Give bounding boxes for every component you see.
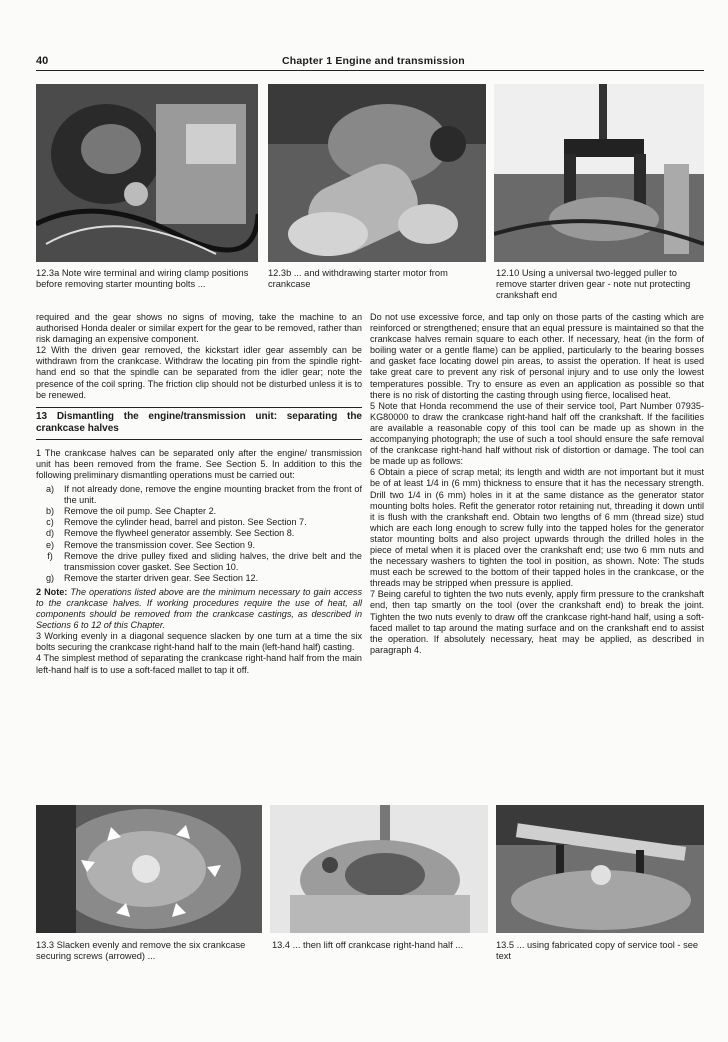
page-header (36, 55, 704, 69)
caption-12-10: 12.10 Using a universal two-legged puller to remove starter driven gear - note nut protecting crankshaft end (496, 268, 691, 300)
photo-13-5 (496, 805, 704, 933)
photo-13-4 (270, 805, 488, 933)
left-column (36, 312, 362, 676)
list-item: d) Remove the flywheel generator assembly. See Section 8. (45, 528, 295, 539)
list-item: a) If not already done, remove the engine mounting bracket from the front of the unit. (45, 484, 362, 506)
list-item: b) Remove the oil pump. See Chapter 2. (45, 506, 217, 517)
paragraph-13-2: 2 Note: The operations listed above are the minimum necessary to gain access to the crankcase halves. If working procedures require the use of heat, all components should be removed from the crankcase castings, as described in Sections 6 to 12 of this Chapter. (36, 586, 362, 631)
section-13-heading: 13 Dismantling the engine/transmission unit: separating the crankcase halves (36, 407, 362, 440)
caption-13-5: 13.5 ... using fabricated copy of service tool - see text (496, 940, 699, 961)
list-item: g) Remove the starter driven gear. See Section 12. (45, 572, 259, 583)
paragraph-13-3: 3 Working evenly in a diagonal sequence slacken by one turn at a time the six bolts securing the crankcase right-hand half to the main (left-hand half) casting. (36, 631, 362, 653)
photo-12-3b (268, 84, 486, 262)
list-item: c) Remove the cylinder head, barrel and piston. See Section 7. (46, 517, 307, 528)
photo-12-10 (494, 84, 704, 262)
running-header-title: Chapter 1 Engine and transmission (282, 55, 465, 67)
right-intro-paragraph: Do not use excessive force, and tap only on those parts of the casting which are reinforced or strengthened; ensure that an equal pressure is maintained so that the crankcase halves remain square to each other. If necessary, heat (in the form of boiling water or a gentle flame) can be applied, particularly to the bearing bosses and gasket face locating dowel pin areas, to assist the operation. If heat is used take great care to prevent any risk of personal injury and to use only the lowest temperatures possible. Try to ensure as even an application as possible so that there is no risk of distorting the casting through using fierce, localised heat. (370, 312, 704, 400)
paragraph-13-7: 7 Being careful to tighten the two nuts evenly, apply firm pressure to the crankshaft end, then tap smartly on the tool (over the crankshaft end) to break the joint. Tighten the two nuts evenly to draw off the crankcase right-hand half, using a soft-faced mallet to tap around the mating surface and on the crankshaft end to assist the operation. If absolutely necessary, heat may be applied, as described in paragraph 4. (370, 589, 704, 655)
list-item: e) Remove the transmission cover. See Section 9. (45, 539, 256, 550)
paragraph-13-1: 1 The crankcase halves can be separated only after the engine/ transmission unit has been removed from the frame. See Section 5. In addition to this the following preliminary dismantling operations must be carried out: (36, 447, 362, 480)
list-item: f) Remove the drive pulley fixed and sliding halves, the drive belt and the transmission cover gasket. See Section 10. (47, 550, 362, 572)
preliminary-steps-list (36, 484, 362, 584)
paragraph-13-4: 4 The simplest method of separating the crankcase right-hand half from the main left-hand half is to use a soft-faced mallet to tap it off. (36, 653, 362, 675)
paragraph-13-6: 6 Obtain a piece of scrap metal; its length and width are not important but it must be of at least 1/4 in (6 mm) thickness to ensure that it has the necessary strength. Drill two 1/4 in (6 mm) holes in it at the same distance as the generator stator mounting bolts holes. Refit the generator rotor retaining nut, threading it down until it is flush with the crankshaft end. Obtain two lengths of 6 mm (thread size) stud which are each long enough to screw fully into the tapped holes for the generator stator mounting bolts and also project upwards through the drilled holes in the piece of metal when it is placed over the crankshaft end; use two 6 mm nuts and the necessary washers to tighten the tool in position, as shown. Note: The studs must each be screwed to the bottom of their tapped holes in the crankcase, or the threads may be stripped when pressure is applied. (370, 467, 704, 589)
page-number: 40 (36, 55, 49, 67)
caption-12-3b: 12.3b ... and withdrawing starter motor from crankcase (268, 268, 448, 289)
photo-12-3a (36, 84, 258, 262)
caption-13-3: 13.3 Slacken evenly and remove the six crankcase securing screws (arrowed) ... (36, 940, 246, 961)
header-rule (36, 70, 704, 71)
paragraph-12: 12 With the driven gear removed, the kickstart idler gear assembly can be withdrawn from the crankcase. Withdraw the locating pin from the spindle right-hand end so that the spindle can be separated from the idler gear; note the presence of the coil spring. The friction clip should not be disturbed unless it is to be renewed. (36, 345, 362, 400)
caption-12-3a: 12.3a Note wire terminal and wiring clamp positions before removing starter mounting bolts ... (36, 268, 249, 289)
caption-13-4: 13.4 ... then lift off crankcase right-hand half ... (272, 940, 464, 950)
paragraph-13-5: 5 Note that Honda recommend the use of their service tool, Part Number 07935-KG80000 to draw the crankcase right-hand half off the crankshaft. If the facilities are available a reasonable copy of this tool can be made up as shown in the accompanying photograph; the use of such a tool should ensure the safe removal of the crankcase right-hand half without risk of distortion or damage. The tool can be made up as follows: (370, 400, 704, 467)
right-column (370, 312, 704, 656)
photo-13-3 (36, 805, 262, 933)
left-intro-paragraph: required and the gear shows no signs of moving, take the machine to an authorised Honda dealer or similar expert for the gear to be removed, rather than risk damaging an expensive component. (36, 312, 362, 345)
